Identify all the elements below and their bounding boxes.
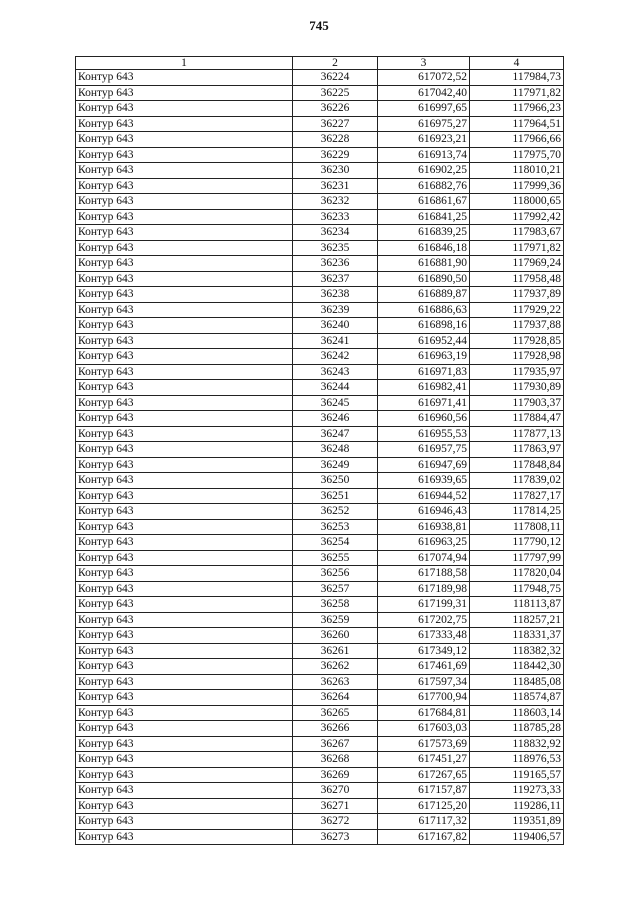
- point-number-cell: 36259: [293, 612, 378, 628]
- x-coordinate-cell: 616971,41: [378, 395, 470, 411]
- point-number-cell: 36232: [293, 194, 378, 210]
- contour-name-cell: Контур 643: [76, 163, 293, 179]
- y-coordinate-cell: 117808,11: [470, 519, 564, 535]
- y-coordinate-cell: 117929,22: [470, 302, 564, 318]
- contour-name-cell: Контур 643: [76, 287, 293, 303]
- y-coordinate-cell: 118113,87: [470, 597, 564, 613]
- y-coordinate-cell: 117966,66: [470, 132, 564, 148]
- point-number-cell: 36238: [293, 287, 378, 303]
- table-row: [76, 767, 564, 783]
- y-coordinate-cell: 118832,92: [470, 736, 564, 752]
- y-coordinate-cell: 117937,88: [470, 318, 564, 334]
- point-number-cell: 36266: [293, 721, 378, 737]
- point-number-cell: 36231: [293, 178, 378, 194]
- point-number-cell: 36262: [293, 659, 378, 675]
- x-coordinate-cell: 616890,50: [378, 271, 470, 287]
- y-coordinate-cell: 117948,75: [470, 581, 564, 597]
- table-row: [76, 302, 564, 318]
- x-coordinate-cell: 616902,25: [378, 163, 470, 179]
- y-coordinate-cell: 118000,65: [470, 194, 564, 210]
- point-number-cell: 36250: [293, 473, 378, 489]
- point-number-cell: 36253: [293, 519, 378, 535]
- table-row: [76, 690, 564, 706]
- y-coordinate-cell: 117814,25: [470, 504, 564, 520]
- table-row: [76, 287, 564, 303]
- contour-name-cell: Контур 643: [76, 488, 293, 504]
- y-coordinate-cell: 118257,21: [470, 612, 564, 628]
- point-number-cell: 36228: [293, 132, 378, 148]
- x-coordinate-cell: 616944,52: [378, 488, 470, 504]
- table-row: [76, 721, 564, 737]
- x-coordinate-cell: 617451,27: [378, 752, 470, 768]
- table-row: [76, 550, 564, 566]
- point-number-cell: 36270: [293, 783, 378, 799]
- table-row: [76, 628, 564, 644]
- point-number-cell: 36245: [293, 395, 378, 411]
- contour-name-cell: Контур 643: [76, 364, 293, 380]
- x-coordinate-cell: 617573,69: [378, 736, 470, 752]
- y-coordinate-cell: 118010,21: [470, 163, 564, 179]
- column-header-1: 1: [76, 57, 293, 70]
- table-row: [76, 752, 564, 768]
- x-coordinate-cell: 617597,34: [378, 674, 470, 690]
- x-coordinate-cell: 616886,63: [378, 302, 470, 318]
- point-number-cell: 36243: [293, 364, 378, 380]
- y-coordinate-cell: 117935,97: [470, 364, 564, 380]
- column-header-4: 4: [470, 57, 564, 70]
- x-coordinate-cell: 617700,94: [378, 690, 470, 706]
- table-row: [76, 473, 564, 489]
- contour-name-cell: Контур 643: [76, 116, 293, 132]
- contour-name-cell: Контур 643: [76, 705, 293, 721]
- x-coordinate-cell: 617157,87: [378, 783, 470, 799]
- point-number-cell: 36264: [293, 690, 378, 706]
- point-number-cell: 36226: [293, 101, 378, 117]
- x-coordinate-cell: 616952,44: [378, 333, 470, 349]
- x-coordinate-cell: 616971,83: [378, 364, 470, 380]
- table-row: [76, 147, 564, 163]
- contour-name-cell: Контур 643: [76, 798, 293, 814]
- x-coordinate-cell: 616975,27: [378, 116, 470, 132]
- x-coordinate-cell: 617125,20: [378, 798, 470, 814]
- contour-name-cell: Контур 643: [76, 178, 293, 194]
- point-number-cell: 36239: [293, 302, 378, 318]
- contour-name-cell: Контур 643: [76, 566, 293, 582]
- contour-name-cell: Контур 643: [76, 535, 293, 551]
- point-number-cell: 36269: [293, 767, 378, 783]
- point-number-cell: 36227: [293, 116, 378, 132]
- point-number-cell: 36237: [293, 271, 378, 287]
- contour-name-cell: Контур 643: [76, 209, 293, 225]
- x-coordinate-cell: 616841,25: [378, 209, 470, 225]
- y-coordinate-cell: 118574,87: [470, 690, 564, 706]
- y-coordinate-cell: 117797,99: [470, 550, 564, 566]
- point-number-cell: 36251: [293, 488, 378, 504]
- x-coordinate-cell: 617167,82: [378, 829, 470, 845]
- contour-name-cell: Контур 643: [76, 659, 293, 675]
- x-coordinate-cell: 616861,67: [378, 194, 470, 210]
- y-coordinate-cell: 117975,70: [470, 147, 564, 163]
- point-number-cell: 36240: [293, 318, 378, 334]
- contour-name-cell: Контур 643: [76, 504, 293, 520]
- x-coordinate-cell: 616997,65: [378, 101, 470, 117]
- x-coordinate-cell: 616938,81: [378, 519, 470, 535]
- contour-name-cell: Контур 643: [76, 101, 293, 117]
- x-coordinate-cell: 616946,43: [378, 504, 470, 520]
- table-row: [76, 178, 564, 194]
- point-number-cell: 36256: [293, 566, 378, 582]
- table-row: [76, 426, 564, 442]
- y-coordinate-cell: 117903,37: [470, 395, 564, 411]
- x-coordinate-cell: 617189,98: [378, 581, 470, 597]
- table-body: [76, 70, 564, 845]
- point-number-cell: 36249: [293, 457, 378, 473]
- y-coordinate-cell: 117928,98: [470, 349, 564, 365]
- y-coordinate-cell: 117928,85: [470, 333, 564, 349]
- contour-name-cell: Контур 643: [76, 767, 293, 783]
- table-row: [76, 132, 564, 148]
- contour-name-cell: Контур 643: [76, 256, 293, 272]
- table-row: [76, 659, 564, 675]
- table-row: [76, 705, 564, 721]
- page-number: 745: [309, 18, 329, 33]
- table-row: [76, 116, 564, 132]
- y-coordinate-cell: 117971,82: [470, 240, 564, 256]
- x-coordinate-cell: 616881,90: [378, 256, 470, 272]
- table-row: [76, 163, 564, 179]
- y-coordinate-cell: 117884,47: [470, 411, 564, 427]
- contour-name-cell: Контур 643: [76, 643, 293, 659]
- y-coordinate-cell: 117966,23: [470, 101, 564, 117]
- x-coordinate-cell: 616955,53: [378, 426, 470, 442]
- column-header-3: 3: [378, 57, 470, 70]
- x-coordinate-cell: 616939,65: [378, 473, 470, 489]
- y-coordinate-cell: 119286,11: [470, 798, 564, 814]
- x-coordinate-cell: 617117,32: [378, 814, 470, 830]
- table-row: [76, 318, 564, 334]
- x-coordinate-cell: 616923,21: [378, 132, 470, 148]
- y-coordinate-cell: 118976,53: [470, 752, 564, 768]
- x-coordinate-cell: 617267,65: [378, 767, 470, 783]
- table-row: [76, 225, 564, 241]
- point-number-cell: 36236: [293, 256, 378, 272]
- x-coordinate-cell: 616839,25: [378, 225, 470, 241]
- table-row: [76, 442, 564, 458]
- y-coordinate-cell: 119165,57: [470, 767, 564, 783]
- point-number-cell: 36268: [293, 752, 378, 768]
- contour-name-cell: Контур 643: [76, 380, 293, 396]
- point-number-cell: 36260: [293, 628, 378, 644]
- contour-name-cell: Контур 643: [76, 426, 293, 442]
- x-coordinate-cell: 616913,74: [378, 147, 470, 163]
- contour-name-cell: Контур 643: [76, 147, 293, 163]
- point-number-cell: 36241: [293, 333, 378, 349]
- table-row: [76, 535, 564, 551]
- point-number-cell: 36235: [293, 240, 378, 256]
- y-coordinate-cell: 117848,84: [470, 457, 564, 473]
- contour-name-cell: Контур 643: [76, 271, 293, 287]
- x-coordinate-cell: 616963,19: [378, 349, 470, 365]
- table-row: [76, 519, 564, 535]
- table-row: [76, 829, 564, 845]
- point-number-cell: 36225: [293, 85, 378, 101]
- contour-name-cell: Контур 643: [76, 612, 293, 628]
- contour-name-cell: Контур 643: [76, 318, 293, 334]
- x-coordinate-cell: 616963,25: [378, 535, 470, 551]
- x-coordinate-cell: 617349,12: [378, 643, 470, 659]
- contour-name-cell: Контур 643: [76, 814, 293, 830]
- x-coordinate-cell: 616889,87: [378, 287, 470, 303]
- point-number-cell: 36244: [293, 380, 378, 396]
- point-number-cell: 36261: [293, 643, 378, 659]
- y-coordinate-cell: 118485,08: [470, 674, 564, 690]
- y-coordinate-cell: 119273,33: [470, 783, 564, 799]
- point-number-cell: 36230: [293, 163, 378, 179]
- contour-name-cell: Контур 643: [76, 721, 293, 737]
- y-coordinate-cell: 118382,32: [470, 643, 564, 659]
- x-coordinate-cell: 616960,56: [378, 411, 470, 427]
- table-row: [76, 597, 564, 613]
- x-coordinate-cell: 617603,03: [378, 721, 470, 737]
- column-header-2: 2: [293, 57, 378, 70]
- table-row: [76, 349, 564, 365]
- x-coordinate-cell: 616898,16: [378, 318, 470, 334]
- table-row: [76, 643, 564, 659]
- x-coordinate-cell: 616982,41: [378, 380, 470, 396]
- x-coordinate-cell: 617199,31: [378, 597, 470, 613]
- table-row: [76, 457, 564, 473]
- contour-name-cell: Контур 643: [76, 829, 293, 845]
- point-number-cell: 36258: [293, 597, 378, 613]
- y-coordinate-cell: 117983,67: [470, 225, 564, 241]
- y-coordinate-cell: 117969,24: [470, 256, 564, 272]
- contour-name-cell: Контур 643: [76, 442, 293, 458]
- point-number-cell: 36233: [293, 209, 378, 225]
- x-coordinate-cell: 616846,18: [378, 240, 470, 256]
- y-coordinate-cell: 117820,04: [470, 566, 564, 582]
- y-coordinate-cell: 117863,97: [470, 442, 564, 458]
- table-row: [76, 194, 564, 210]
- contour-name-cell: Контур 643: [76, 411, 293, 427]
- contour-name-cell: Контур 643: [76, 690, 293, 706]
- table-row: [76, 209, 564, 225]
- point-number-cell: 36229: [293, 147, 378, 163]
- y-coordinate-cell: 119351,89: [470, 814, 564, 830]
- table-row: [76, 101, 564, 117]
- y-coordinate-cell: 118331,37: [470, 628, 564, 644]
- contour-name-cell: Контур 643: [76, 349, 293, 365]
- contour-name-cell: Контур 643: [76, 302, 293, 318]
- x-coordinate-cell: 616882,76: [378, 178, 470, 194]
- table-row: [76, 240, 564, 256]
- y-coordinate-cell: 118442,30: [470, 659, 564, 675]
- contour-name-cell: Контур 643: [76, 597, 293, 613]
- point-number-cell: 36248: [293, 442, 378, 458]
- point-number-cell: 36267: [293, 736, 378, 752]
- point-number-cell: 36265: [293, 705, 378, 721]
- contour-name-cell: Контур 643: [76, 333, 293, 349]
- y-coordinate-cell: 117984,73: [470, 70, 564, 86]
- point-number-cell: 36234: [293, 225, 378, 241]
- contour-name-cell: Контур 643: [76, 225, 293, 241]
- y-coordinate-cell: 117839,02: [470, 473, 564, 489]
- x-coordinate-cell: 617074,94: [378, 550, 470, 566]
- point-number-cell: 36246: [293, 411, 378, 427]
- contour-name-cell: Контур 643: [76, 473, 293, 489]
- contour-name-cell: Контур 643: [76, 581, 293, 597]
- table-row: [76, 70, 564, 86]
- table-row: [76, 783, 564, 799]
- x-coordinate-cell: 617333,48: [378, 628, 470, 644]
- x-coordinate-cell: 616947,69: [378, 457, 470, 473]
- x-coordinate-cell: 617188,58: [378, 566, 470, 582]
- table-row: [76, 488, 564, 504]
- contour-name-cell: Контур 643: [76, 752, 293, 768]
- contour-name-cell: Контур 643: [76, 550, 293, 566]
- table-row: [76, 364, 564, 380]
- contour-name-cell: Контур 643: [76, 674, 293, 690]
- table-row: [76, 814, 564, 830]
- table-row: [76, 736, 564, 752]
- y-coordinate-cell: 117790,12: [470, 535, 564, 551]
- y-coordinate-cell: 117964,51: [470, 116, 564, 132]
- y-coordinate-cell: 117937,89: [470, 287, 564, 303]
- point-number-cell: 36271: [293, 798, 378, 814]
- y-coordinate-cell: 117877,13: [470, 426, 564, 442]
- contour-name-cell: Контур 643: [76, 194, 293, 210]
- table-row: [76, 333, 564, 349]
- contour-name-cell: Контур 643: [76, 736, 293, 752]
- y-coordinate-cell: 119406,57: [470, 829, 564, 845]
- x-coordinate-cell: 617461,69: [378, 659, 470, 675]
- contour-name-cell: Контур 643: [76, 457, 293, 473]
- point-number-cell: 36224: [293, 70, 378, 86]
- x-coordinate-cell: 617684,81: [378, 705, 470, 721]
- x-coordinate-cell: 617202,75: [378, 612, 470, 628]
- point-number-cell: 36242: [293, 349, 378, 365]
- table-row: [76, 271, 564, 287]
- x-coordinate-cell: 617072,52: [378, 70, 470, 86]
- contour-name-cell: Контур 643: [76, 85, 293, 101]
- coordinates-table: [75, 56, 564, 845]
- table-row: [76, 85, 564, 101]
- y-coordinate-cell: 118785,28: [470, 721, 564, 737]
- table-row: [76, 395, 564, 411]
- point-number-cell: 36254: [293, 535, 378, 551]
- point-number-cell: 36263: [293, 674, 378, 690]
- y-coordinate-cell: 118603,14: [470, 705, 564, 721]
- contour-name-cell: Контур 643: [76, 395, 293, 411]
- table-row: [76, 411, 564, 427]
- y-coordinate-cell: 117930,89: [470, 380, 564, 396]
- contour-name-cell: Контур 643: [76, 240, 293, 256]
- point-number-cell: 36273: [293, 829, 378, 845]
- table-row: [76, 581, 564, 597]
- y-coordinate-cell: 117958,48: [470, 271, 564, 287]
- point-number-cell: 36247: [293, 426, 378, 442]
- contour-name-cell: Контур 643: [76, 132, 293, 148]
- table-row: [76, 380, 564, 396]
- point-number-cell: 36252: [293, 504, 378, 520]
- point-number-cell: 36272: [293, 814, 378, 830]
- y-coordinate-cell: 117992,42: [470, 209, 564, 225]
- x-coordinate-cell: 617042,40: [378, 85, 470, 101]
- table-row: [76, 674, 564, 690]
- point-number-cell: 36257: [293, 581, 378, 597]
- contour-name-cell: Контур 643: [76, 628, 293, 644]
- table-row: [76, 798, 564, 814]
- y-coordinate-cell: 117971,82: [470, 85, 564, 101]
- table-row: [76, 504, 564, 520]
- table-row: [76, 612, 564, 628]
- table-row: [76, 566, 564, 582]
- contour-name-cell: Контур 643: [76, 519, 293, 535]
- y-coordinate-cell: 117827,17: [470, 488, 564, 504]
- contour-name-cell: Контур 643: [76, 783, 293, 799]
- table-row: [76, 256, 564, 272]
- x-coordinate-cell: 616957,75: [378, 442, 470, 458]
- contour-name-cell: Контур 643: [76, 70, 293, 86]
- point-number-cell: 36255: [293, 550, 378, 566]
- y-coordinate-cell: 117999,36: [470, 178, 564, 194]
- table-header-row: [76, 57, 564, 70]
